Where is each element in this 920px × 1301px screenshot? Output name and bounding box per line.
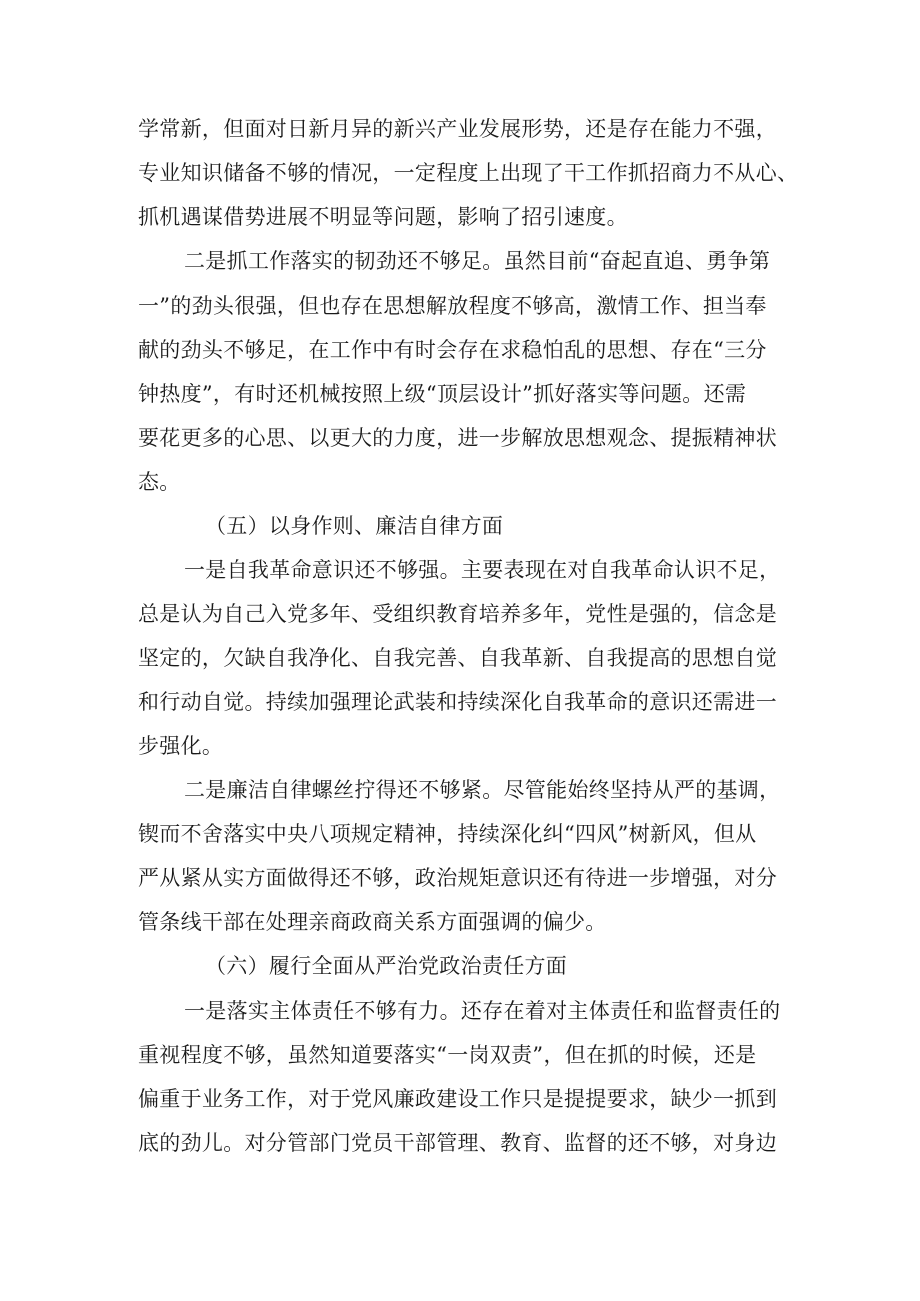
section-heading: （五）以身作则、廉洁自律方面	[205, 514, 504, 538]
text-line: 步强化。	[138, 734, 224, 758]
text-line: 一”的劲头很强，但也存在思想解放程度不够高，激情工作、担当奉	[138, 294, 767, 318]
text-line: 专业知识储备不够的情况，一定程度上出现了干工作抓招商力不从心、	[138, 161, 799, 185]
text-line: 锲而不舍落实中央八项规定精神，持续深化纠“四风”树新风，但从	[138, 822, 757, 846]
text-line: 和行动自觉。持续加强理论武装和持续深化自我革命的意识还需进一	[138, 690, 777, 714]
text-line: 要花更多的心思、以更大的力度，进一步解放思想观念、提振精神状	[138, 426, 777, 450]
text-line: 底的劲儿。对分管部门党员干部管理、教育、监督的还不够，对身边	[138, 1131, 777, 1155]
text-line: 严从紧从实方面做得还不够，政治规矩意识还有待进一步增强，对分	[138, 866, 777, 890]
paragraph-start-line: 二是抓工作落实的韧劲还不够足。虽然目前“奋起直追、勇争第	[184, 249, 771, 273]
paragraph-start-line: 一是落实主体责任不够有力。还存在着对主体责任和监督责任的	[184, 999, 781, 1023]
text-line: 重视程度不够，虽然知道要落实“一岗双责”，但在抓的时候，还是	[138, 1043, 757, 1067]
text-line: 总是认为自己入党多年、受组织教育培养多年，党性是强的，信念是	[138, 602, 777, 626]
section-heading: （六）履行全面从严治党政治责任方面	[205, 954, 568, 978]
paragraph-start-line: 二是廉洁自律螺丝拧得还不够紧。尽管能始终坚持从严的基调，	[184, 778, 781, 802]
text-line: 学常新，但面对日新月异的新兴产业发展形势，还是存在能力不强，	[138, 117, 777, 141]
text-line: 坚定的，欠缺自我净化、自我完善、自我革新、自我提高的思想自觉	[138, 646, 777, 670]
text-line: 献的劲头不够足，在工作中有时会存在求稳怕乱的思想、存在“三分	[138, 338, 767, 362]
text-line: 抓机遇谋借势进展不明显等问题，影响了招引速度。	[138, 205, 628, 229]
text-line: 钟热度”，有时还机械按照上级“顶层设计”抓好落实等问题。还需	[138, 382, 747, 406]
paragraph-start-line: 一是自我革命意识还不够强。主要表现在对自我革命认识不足，	[184, 558, 781, 582]
text-line: 态。	[138, 470, 181, 494]
text-line: 管条线干部在处理亲商政商关系方面强调的偏少。	[138, 910, 607, 934]
text-line: 偏重于业务工作，对于党风廉政建设工作只是提提要求，缺少一抓到	[138, 1087, 777, 1111]
